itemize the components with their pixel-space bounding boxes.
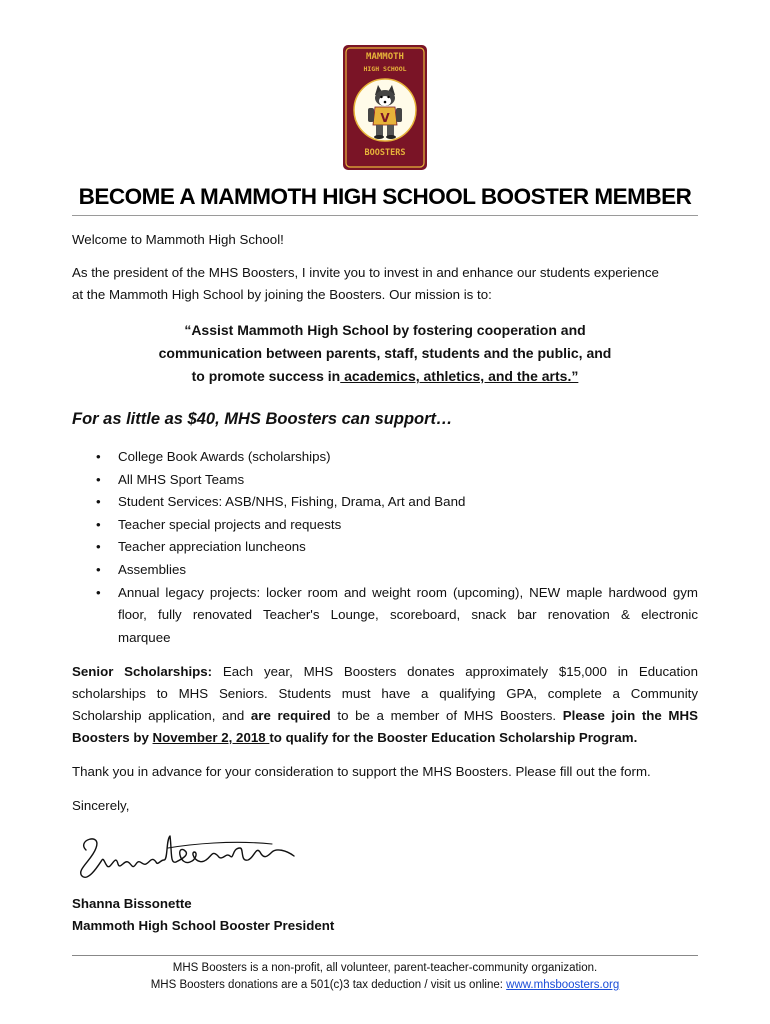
handwritten-signature xyxy=(72,826,312,886)
mission-line-1: “Assist Mammoth High School by fostering cooperation and xyxy=(184,322,586,338)
bullet-icon: • xyxy=(96,494,101,510)
signer-role: Mammoth High School Booster President xyxy=(72,918,335,933)
mission-line-3a: to promote success in xyxy=(191,368,341,384)
mission-line-2: communication between parents, staff, students and the public, and xyxy=(158,345,612,361)
mhs-boosters-logo xyxy=(343,45,427,170)
page-title: BECOME A MAMMOTH HIGH SCHOOL BOOSTER MEMBER xyxy=(78,184,692,209)
scholarship-deadline: November 2, 2018 xyxy=(152,730,270,745)
support-list xyxy=(72,446,698,649)
mission-statement xyxy=(72,319,698,388)
list-item: • Teacher special projects and requests xyxy=(72,514,698,537)
intro-line-2: at the Mammoth High School by joining the Boosters. Our mission is to: xyxy=(72,287,492,302)
support-subheading: For as little as $40, MHS Boosters can support… xyxy=(72,410,453,428)
signer-block xyxy=(72,893,698,937)
logo-line3: BOOSTERS xyxy=(364,148,406,158)
logo-line1: MAMMOTH xyxy=(366,52,404,62)
list-item: • Student Services: ASB/NHS, Fishing, Drama, Art and Band xyxy=(72,491,698,514)
closing-text: Sincerely, xyxy=(72,798,130,813)
thanks-text: Thank you in advance for your consideration to support the MHS Boosters. Please fill out the form. xyxy=(72,764,651,779)
intro-line-1: As the president of the MHS Boosters, I invite you to invest in and enhance our students experience xyxy=(72,265,659,280)
footer-divider xyxy=(72,955,698,956)
scholarship-label: Senior Scholarships: xyxy=(72,664,213,679)
website-link[interactable]: www.mhsboosters.org xyxy=(506,979,620,991)
welcome-text: Welcome to Mammoth High School! xyxy=(72,232,284,247)
bullet-icon: • xyxy=(96,561,101,577)
list-item: • Assemblies xyxy=(72,559,698,582)
bullet-icon: • xyxy=(96,539,101,555)
list-item-legacy-projects: • Annual legacy projects: locker room and weight room (upcoming), NEW maple hardwood gym floor, fully renovated Teacher's Lounge, scoreboard, snack bar renovation & electronic marquee xyxy=(72,582,698,650)
list-item: • Teacher appreciation luncheons xyxy=(72,536,698,559)
svg-text:V: V xyxy=(380,111,390,125)
logo-line2: HIGH SCHOOL xyxy=(363,65,407,73)
footer-line-1: MHS Boosters is a non-profit, all volunteer, parent-teacher-community organization. xyxy=(172,962,598,974)
bullet-icon: • xyxy=(96,449,101,464)
list-item: • All MHS Sport Teams xyxy=(72,469,698,492)
intro-paragraph xyxy=(72,262,698,306)
scholarship-paragraph: Senior Scholarships: Each year, MHS Boosters donates approximately $15,000 in Education scholarships to MHS Seniors. Students must have a qualifying GPA, complete a Community Scholarship application, and are required to be a member of MHS Boosters. Please join the MHS Boosters by November 2, 2018 to qualify for the Booster Education Scholarship Program. xyxy=(72,664,698,745)
title-divider xyxy=(72,215,698,216)
bullet-icon: • xyxy=(96,516,101,532)
footer-line-2: MHS Boosters donations are a 501(c)3 tax deduction / visit us online: www.mhsboosters.org xyxy=(150,979,620,991)
bullet-icon: • xyxy=(96,584,101,600)
mission-line-3b: academics, athletics, and the arts.” xyxy=(340,368,579,384)
bullet-icon: • xyxy=(96,471,101,487)
list-item: • College Book Awards (scholarships) xyxy=(72,446,698,469)
signer-name: Shanna Bissonette xyxy=(72,896,192,911)
